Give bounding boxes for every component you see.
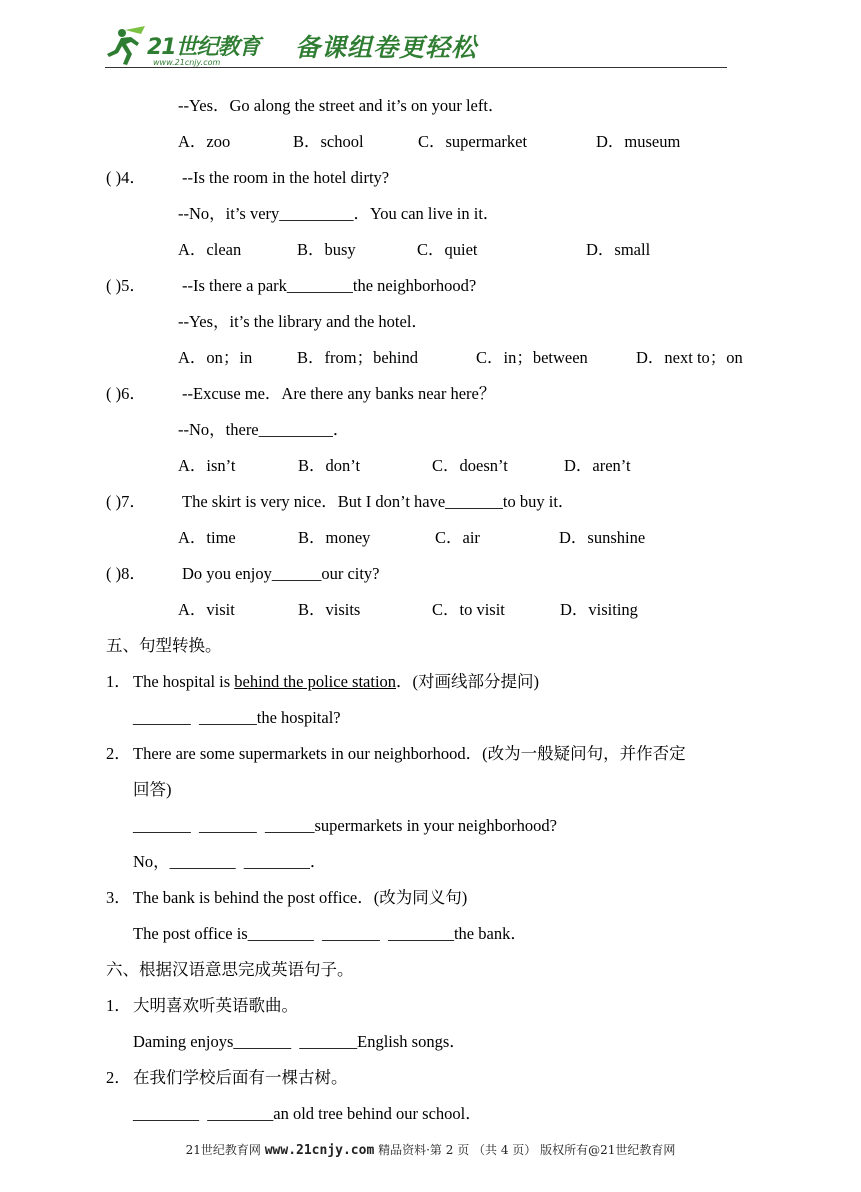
s6-item2-chinese: 在我们学校后面有一棵古树。 — [133, 1068, 348, 1087]
q7-option-b: B．money — [298, 528, 371, 547]
s5-item1-answer: _______ _______the hospital? — [133, 708, 341, 727]
s6-item1-number: 1． — [106, 996, 131, 1015]
q6-stem: --Excuse me．Are there any banks near here？ — [182, 384, 496, 403]
running-man-icon — [105, 24, 149, 68]
s5-item3-number: 3． — [106, 888, 131, 907]
section6-title: 六、根据汉语意思完成英语句子。 — [106, 960, 354, 979]
q4-number: ( )4． — [106, 168, 146, 187]
section5-title: 五、句型转换。 — [106, 636, 222, 655]
q4-option-c: C．quiet — [417, 240, 478, 259]
q5-option-d: D．next to；on — [636, 348, 743, 367]
q8-option-c: C．to visit — [432, 600, 505, 619]
s5-item3-answer: The post office is________ _______ ________the bank． — [133, 924, 527, 943]
q5-option-b: B．from；behind — [297, 348, 418, 367]
footer-pre: 21世纪教育网 — [185, 1143, 265, 1157]
q4-stem: --Is the room in the hotel dirty? — [182, 168, 390, 187]
s5-item3-sentence: The bank is behind the post office．(改为同义句) — [133, 888, 468, 907]
q4-option-a: A．clean — [178, 240, 242, 259]
q5-answer-line: --Yes，it’s the library and the hotel． — [178, 312, 428, 331]
q3-option-a: A．zoo — [178, 132, 231, 151]
q7-number: ( )7． — [106, 492, 146, 511]
header-slogan: 备课组卷更轻松 — [295, 33, 478, 62]
logo-text: 21世纪教育 — [147, 35, 260, 60]
s5-item2-answer1: _______ _______ ______supermarkets in your neighborhood? — [133, 816, 557, 835]
s6-item2-number: 2． — [106, 1068, 131, 1087]
footer-post: 精品资料·第 2 页 （共 4 页） 版权所有@21世纪教育网 — [374, 1143, 676, 1157]
q5-option-c: C．in；between — [476, 348, 588, 367]
q3-option-c: C．supermarket — [418, 132, 528, 151]
s5-item1-number: 1． — [106, 672, 131, 691]
q8-option-d: D．visiting — [560, 600, 638, 619]
logo-url: www.21cnjy.com — [153, 58, 221, 67]
s5-item2-number: 2． — [106, 744, 131, 763]
header-divider — [105, 67, 727, 68]
s5-item1-post: ．(对画线部分提问) — [396, 672, 540, 691]
q8-option-a: A．visit — [178, 600, 235, 619]
q8-stem: Do you enjoy______our city? — [182, 564, 380, 583]
q6-option-d: D．aren’t — [564, 456, 631, 475]
s5-item2-line1: There are some supermarkets in our neighborhood．(改为一般疑问句，并作否定 — [133, 744, 686, 763]
q5-option-a: A．on；in — [178, 348, 253, 367]
q6-answer-line: --No，there_________． — [178, 420, 350, 439]
q7-stem: The skirt is very nice．But I don’t have_______to buy it． — [182, 492, 575, 511]
s5-item1-sentence — [133, 672, 539, 692]
footer-url: www.21cnjy.com — [264, 1143, 375, 1158]
logo — [105, 24, 295, 68]
q3-option-d: D．museum — [596, 132, 681, 151]
s5-item1-pre: The hospital is — [133, 672, 235, 691]
q7-option-a: A．time — [178, 528, 236, 547]
q6-number: ( )6． — [106, 384, 146, 403]
page-header — [105, 22, 727, 72]
s6-item2-answer: ________ ________an old tree behind our school． — [133, 1104, 482, 1123]
s5-item1-underlined: behind the police station — [234, 672, 397, 691]
q7-option-c: C．air — [435, 528, 480, 547]
q8-option-b: B．visits — [298, 600, 361, 619]
q5-stem: --Is there a park________the neighborhood? — [182, 276, 477, 295]
q4-option-b: B．busy — [297, 240, 356, 259]
q7-option-d: D．sunshine — [559, 528, 646, 547]
q4-answer-line: --No，it’s very_________．You can live in it． — [178, 204, 500, 223]
s5-item2-line2: 回答) — [133, 780, 172, 799]
page-footer — [0, 1141, 861, 1158]
q3-answer-line: --Yes．Go along the street and it’s on your left． — [178, 96, 505, 115]
s6-item1-answer: Daming enjoys_______ _______English songs． — [133, 1032, 466, 1051]
q4-option-d: D．small — [586, 240, 651, 259]
q8-number: ( )8． — [106, 564, 146, 583]
q5-number: ( )5． — [106, 276, 146, 295]
q3-option-b: B．school — [293, 132, 364, 151]
s5-item2-answer2: No，________ ________． — [133, 852, 327, 871]
q6-option-b: B．don’t — [298, 456, 361, 475]
q6-option-c: C．doesn’t — [432, 456, 508, 475]
s6-item1-chinese: 大明喜欢听英语歌曲。 — [133, 996, 298, 1015]
q6-option-a: A．isn’t — [178, 456, 236, 475]
